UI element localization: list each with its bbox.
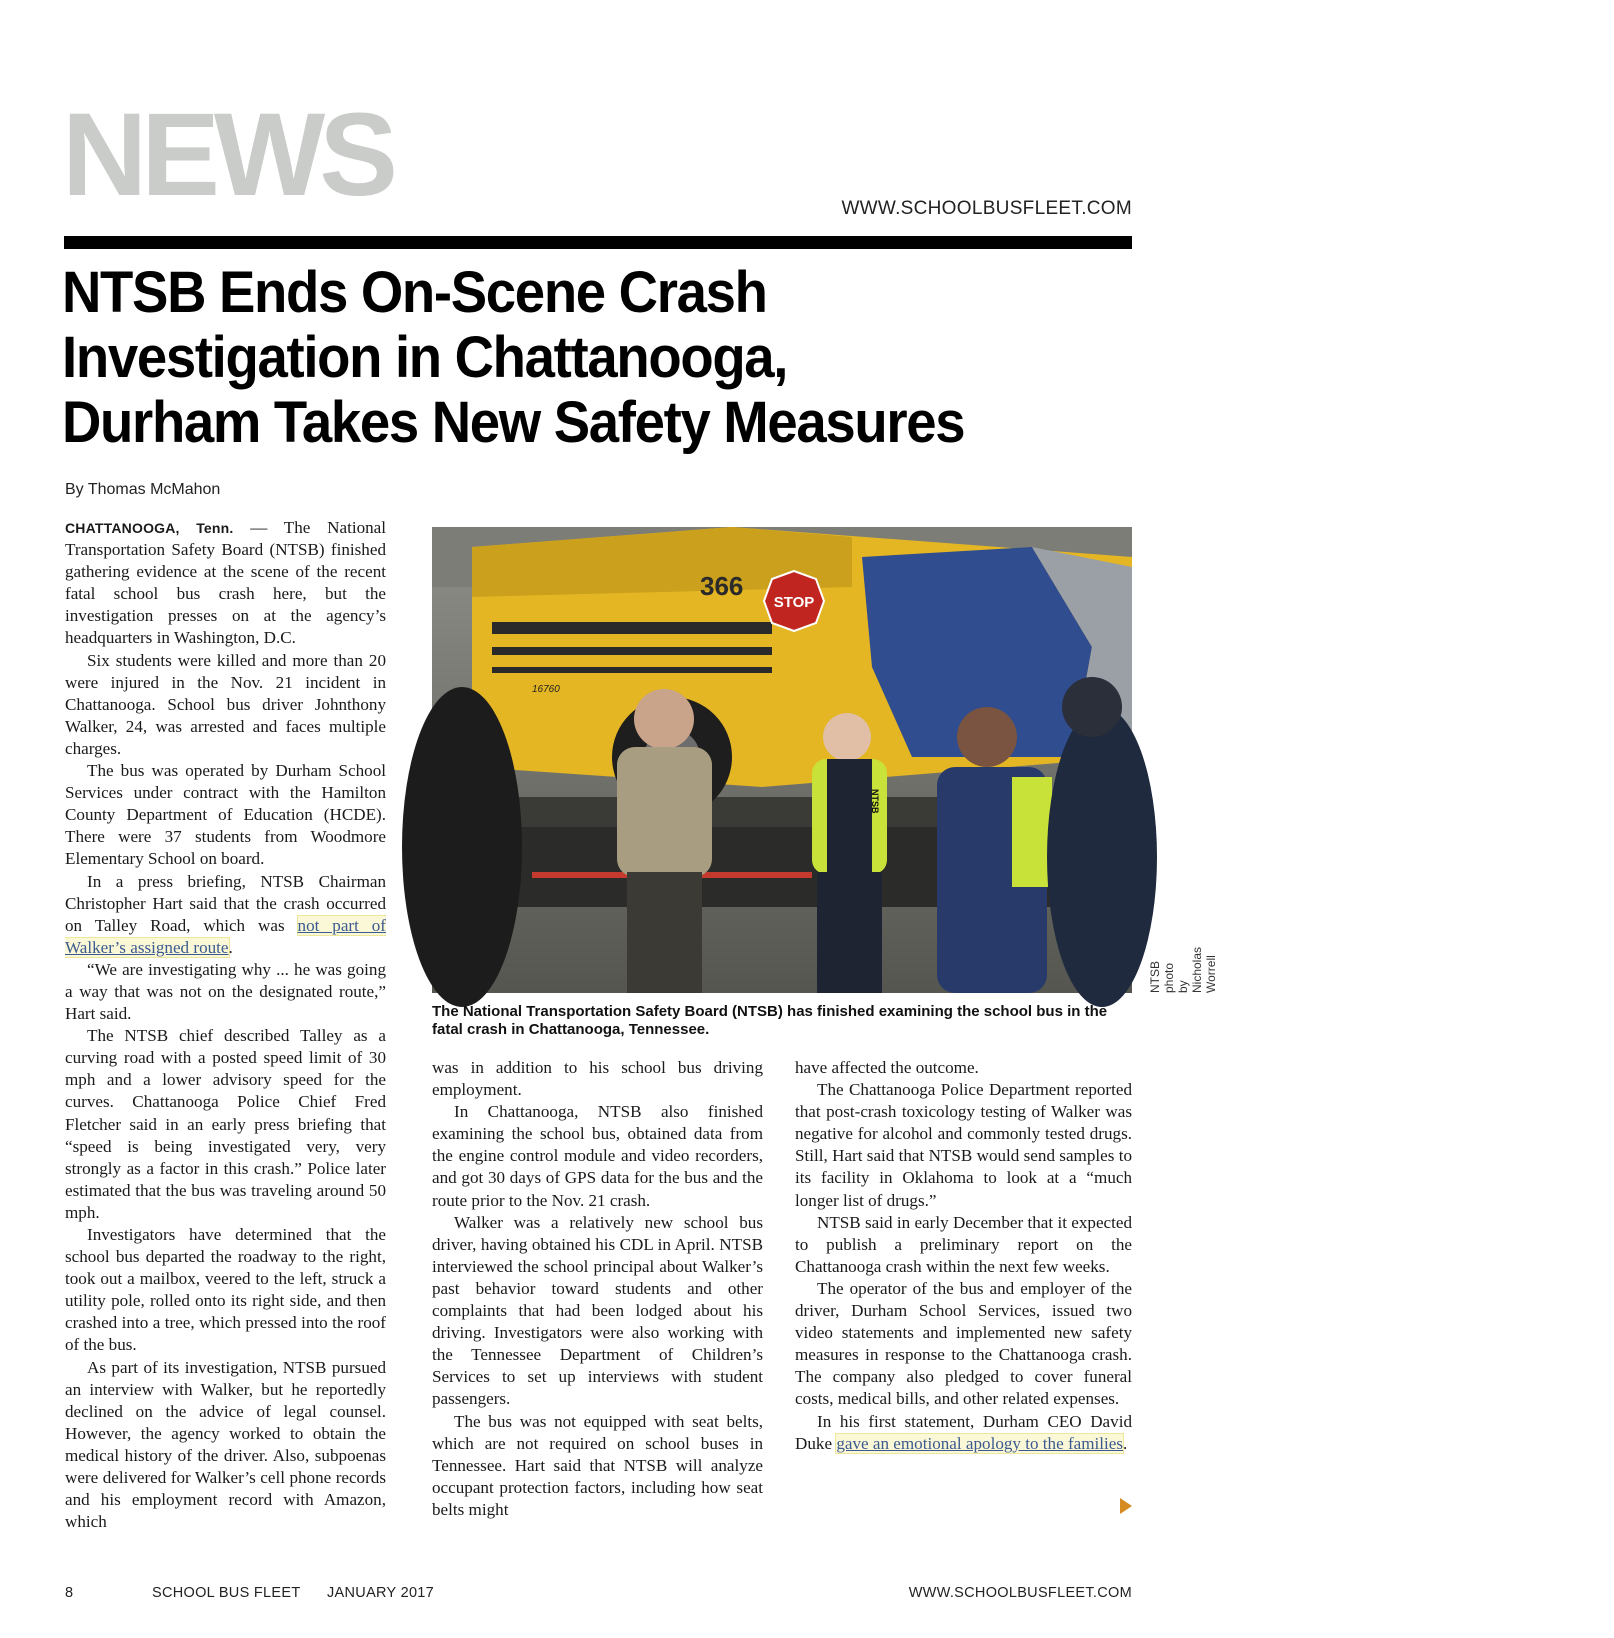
publication-name: SCHOOL BUS FLEET <box>152 1585 301 1601</box>
paragraph: As part of its investigation, NTSB pursued an interview with Walker, but he reportedly declined on the advice of legal counsel. However, the agency worked to obtain the medical history of the driver. Also, subpoenas were delivered for Walker’s cell phone records and his employment record with Amazon, which <box>65 1357 386 1532</box>
paragraph: NTSB said in early December that it expected to publish a preliminary report on the Chattanooga crash within the next few weeks. <box>795 1212 1132 1276</box>
dateline: CHATTANOOGA, Tenn. <box>65 520 234 536</box>
photo-caption: The National Transportation Safety Board (NTSB) has finished examining the school bus in the fatal crash in Chattanooga, Tennessee. <box>432 1003 1108 1038</box>
section-label: NEWS <box>62 89 392 221</box>
paragraph: In his first statement, Durham CEO David Duke gave an emotional apology to the families. <box>795 1411 1132 1453</box>
paragraph: Investigators have determined that the school bus departed the roadway to the right, took out a mailbox, veered to the left, struck a utility pole, rolled onto its right side, and then crashed into a tree, which pressed into the roof of the bus. <box>65 1225 386 1355</box>
paragraph: The NTSB chief described Talley as a curving road with a posted speed limit of 30 mph and a lower advisory speed for the curves. Chattanooga Police Chief Fred Fletcher said in an early press briefing that “speed is being investigated very, very strongly as a factor in this crash.” Police later estimated that the bus was traveling around 50 mph. <box>65 1026 386 1222</box>
article-column-1 <box>65 517 386 1533</box>
page-number: 8 <box>65 1585 74 1601</box>
paragraph: The bus was operated by Durham School Services under contract with the Hamilton County Department of Education (HCDE). There were 37 students from Woodmore Elementary School on board. <box>65 761 386 869</box>
photo-illustration <box>432 527 1132 993</box>
article-column-3 <box>795 1057 1132 1455</box>
stop-sign-text: STOP <box>773 594 815 611</box>
paragraph: The operator of the bus and employer of the driver, Durham School Services, issued two video statements and implemented new safety measures in response to the Chattanooga crash. The company also pledged to cover funeral costs, medical bills, and other related expenses. <box>795 1278 1132 1409</box>
apology-link[interactable]: gave an emotional apology to the families <box>836 1433 1124 1453</box>
bus-id: 16760 <box>532 684 560 695</box>
article-column-2 <box>432 1057 763 1521</box>
crash-bus-photo <box>432 527 1132 993</box>
paragraph: Six students were killed and more than 20 were injured in the Nov. 21 incident in Chattanooga. School bus driver Johnthony Walker, 24, was arrested and faces multiple charges. <box>65 650 386 758</box>
byline: By Thomas McMahon <box>65 481 221 498</box>
paragraph: In a press briefing, NTSB Chairman Christopher Hart said that the crash occurred on Talley Road, which was not part of Walker’s assigned route. <box>65 871 386 957</box>
headline-line: NTSB Ends On-Scene Crash <box>62 260 767 325</box>
headline-line: Durham Takes New Safety Measures <box>62 390 965 455</box>
assigned-route-link[interactable]: not part of Walker’s assigned route <box>65 915 386 957</box>
issue-date: JANUARY 2017 <box>327 1585 435 1601</box>
photo-credit: NTSB photo by Nicholas Worrell <box>1148 946 1218 993</box>
paragraph: CHATTANOOGA, Tenn. — The National Transportation Safety Board (NTSB) finished gathering evidence at the scene of the recent fatal school bus crash here, but the investigation presses on at the agency’s headquarters in Washington, D.C. <box>65 518 386 648</box>
bus-number: 366 <box>700 571 744 601</box>
site-url-footer: WWW.SCHOOLBUSFLEET.COM <box>908 1585 1132 1601</box>
headline-line: Investigation in Chattanooga, <box>62 325 788 390</box>
paragraph: Walker was a relatively new school bus driver, having obtained his CDL in April. NTSB interviewed the school principal about Walker’s past behavior toward students and other complaints that had been lodged about his driving. Investigators were also working with the Tennessee Department of Children’s Services to set up interviews with student passengers. <box>432 1212 763 1409</box>
paragraph: The Chattanooga Police Department reported that post-crash toxicology testing of Walker was negative for alcohol and commonly tested drugs. Still, Hart said that NTSB would send samples to its facility in Oklahoma to look at a “much longer list of drugs.” <box>795 1080 1132 1210</box>
vest-text: NTSB <box>870 789 880 814</box>
continue-arrow-icon[interactable] <box>1120 1498 1132 1514</box>
paragraph: In Chattanooga, NTSB also finished examining the school bus, obtained data from the engine control module and video recorders, and got 30 days of GPS data for the bus and the route prior to the Nov. 21 crash. <box>432 1102 763 1210</box>
paragraph: have affected the outcome. <box>795 1058 979 1077</box>
site-url-header: WWW.SCHOOLBUSFLEET.COM <box>841 198 1132 219</box>
headline <box>62 260 1077 455</box>
header-rule <box>64 236 1132 249</box>
paragraph: was in addition to his school bus driving employment. <box>432 1058 763 1100</box>
paragraph: The bus was not equipped with seat belts, which are not required on school buses in Tennessee. Hart said that NTSB will analyze occupant protection factors, including how seat belts might <box>432 1411 763 1519</box>
paragraph: “We are investigating why ... he was going a way that was not on the designated route,” Hart said. <box>65 959 386 1024</box>
